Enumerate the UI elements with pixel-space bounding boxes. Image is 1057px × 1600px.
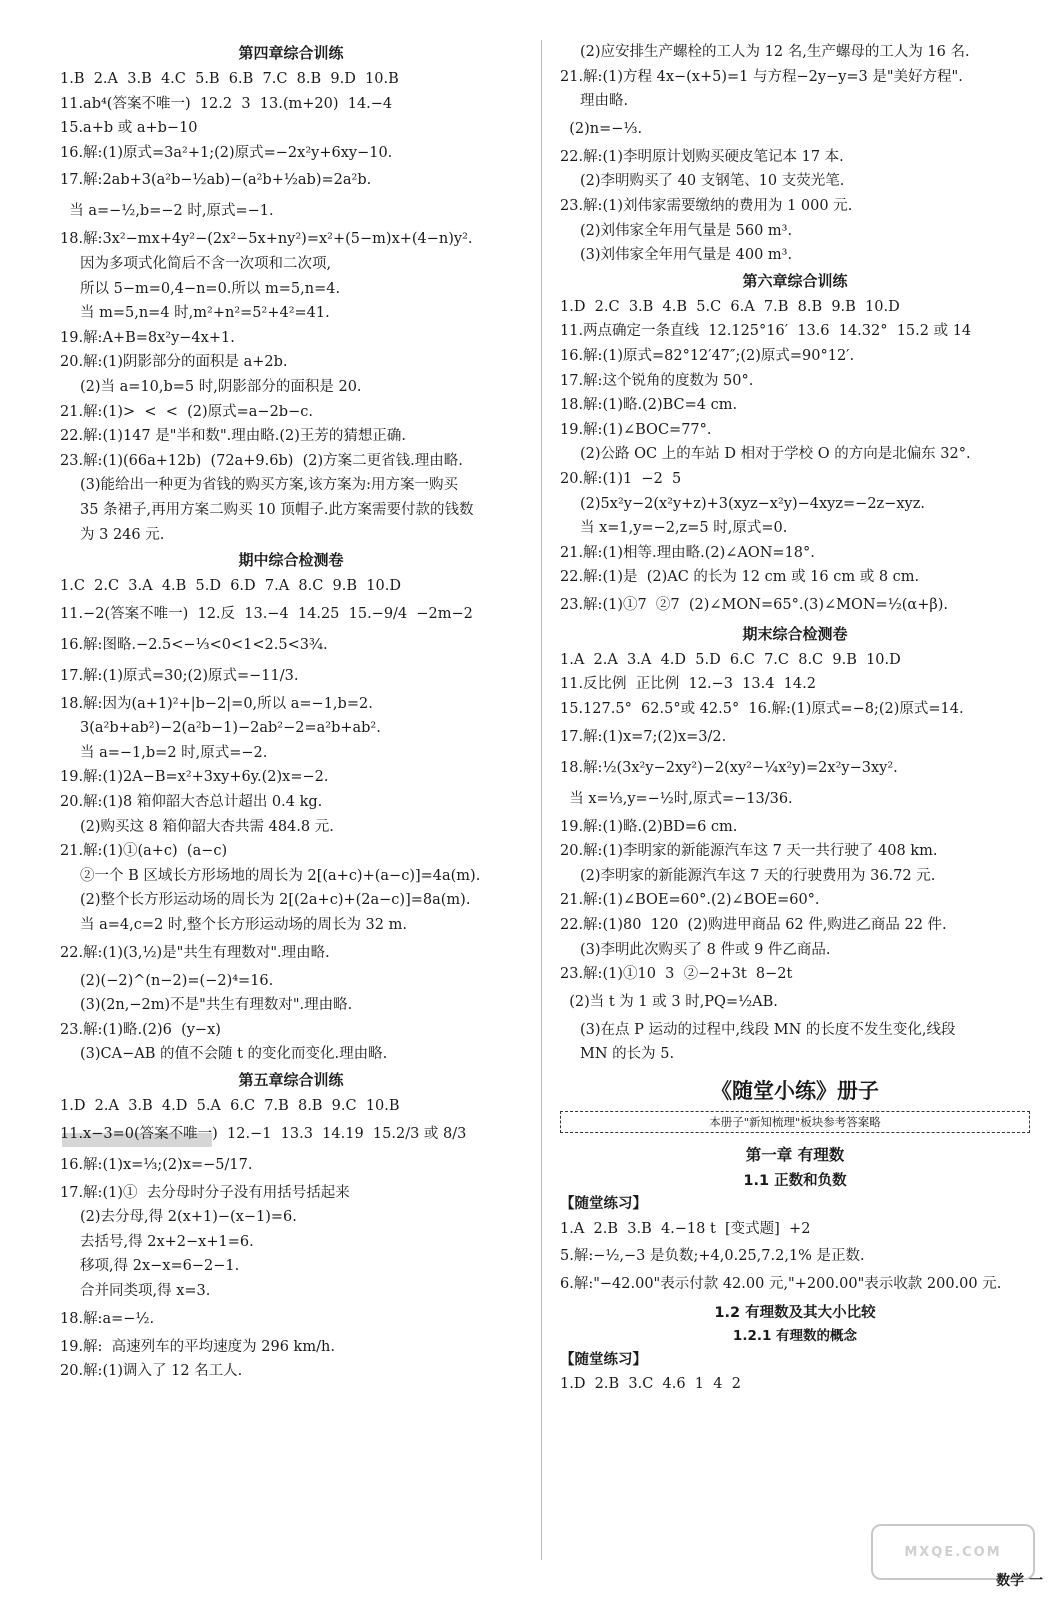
answer-line: 19.解:(1)略.(2)BD=6 cm. [560, 818, 738, 835]
practice-tag: 【随堂练习】 [560, 1196, 647, 1212]
answer-line: 23.解:(1)①7 ②7 (2)∠MON=65°.(3)∠MON=½(α+β). [560, 596, 949, 613]
answer-line: 6.解:"−42.00"表示付款 42.00 元,"+200.00"表示收款 200.00 元. [560, 1276, 1002, 1293]
answer-line: 11.−2(答案不唯一) 12.反 13.−4 14.25 15.−9/4 −2m−2 [60, 605, 473, 622]
column-divider [541, 40, 542, 1560]
answer-line: 21.解:(1)> < < (2)原式=a−2b−c. [60, 403, 313, 420]
answer-line: (2)当 t 为 1 或 3 时,PQ=½AB. [560, 993, 778, 1010]
answer-line: 1.A 2.B 3.B 4.−18 t [变式题] +2 [560, 1220, 811, 1237]
watermark-logo: MXQE.COM [871, 1524, 1035, 1580]
answer-line: 因为多项式化简后不含一次项和二次项, [80, 255, 332, 272]
answer-line: 23.解:(1)①10 3 ②−2+3t 8−2t [560, 966, 793, 983]
section-heading-1-1: 1.1 正数和负数 [743, 1173, 847, 1189]
answer-line: 18.解:(1)略.(2)BC=4 cm. [560, 397, 738, 414]
answer-line: (2)刘伟家全年用气量是 560 m³. [580, 222, 793, 239]
chapter-heading: 第一章 有理数 [745, 1146, 845, 1164]
section-heading: 第四章综合训练 [238, 44, 344, 62]
answer-line: 18.解:3x²−mx+4y²−(2x²−5x+ny²)=x²+(5−m)x+(4−n)y². [60, 231, 473, 248]
section-1-2-answers [560, 1372, 1030, 1397]
answer-line: 20.解:(1)调入了 12 名工人. [60, 1363, 243, 1380]
answer-line: 1.D 2.B 3.C 4.6 1 4 2 [560, 1376, 741, 1393]
answer-line: 当 a=−½,b=−2 时,原式=−1. [60, 203, 274, 220]
answer-line: 移项,得 2x−x=6−2−1. [80, 1258, 240, 1275]
answer-line: (2)当 a=10,b=5 时,阴影部分的面积是 20. [80, 378, 362, 395]
answer-line: 当 a=4,c=2 时,整个长方形运动场的周长为 32 m. [80, 917, 407, 934]
answer-line: (2)去分母,得 2(x+1)−(x−1)=6. [80, 1209, 297, 1226]
answer-line: 18.解:a=−½. [60, 1310, 155, 1327]
answer-line: 11.x−3=0(答案不唯一) 12.−1 13.3 14.19 15.2/3 或 8/3 [60, 1125, 467, 1142]
answer-line: 当 m=5,n=4 时,m²+n²=5²+4²=41. [80, 305, 330, 322]
answer-line: ②一个 B 区域长方形场地的周长为 2[(a+c)+(a−c)]=4a(m). [80, 867, 481, 884]
answer-line: 18.解:因为(a+1)²+|b−2|=0,所以 a=−1,b=2. [60, 695, 373, 712]
answer-line: 17.解:这个锐角的度数为 50°. [560, 372, 754, 389]
answer-line: 当 a=−1,b=2 时,原式=−2. [80, 744, 268, 761]
answer-line: 1.D 2.C 3.B 4.B 5.C 6.A 7.B 8.B 9.B 10.D [560, 298, 900, 315]
answer-line: 19.解:A+B=8x²y−4x+1. [60, 329, 235, 346]
answer-line: 1.C 2.C 3.A 4.B 5.D 6.D 7.A 8.C 9.B 10.D [60, 578, 401, 595]
section-1-1-answers [560, 1217, 1030, 1297]
answer-line: 22.解:(1)(3,½)是"共生有理数对".理由略. [60, 944, 330, 961]
answer-line: (3)在点 P 运动的过程中,线段 MN 的长度不发生变化,线段 [580, 1021, 956, 1038]
answer-line: 16.解:图略.−2.5<−⅓<0<1<2.5<3¾. [60, 636, 328, 653]
right-column [560, 40, 1030, 1397]
answer-line: 23.解:(1)刘伟家需要缴纳的费用为 1 000 元. [560, 197, 853, 214]
answer-line: 16.解:(1)原式=3a²+1;(2)原式=−2x²y+6xy−10. [60, 144, 393, 161]
answer-line: 11.ab⁴(答案不唯一) 12.2 3 13.(m+20) 14.−4 [60, 95, 393, 112]
answer-line: (2)公路 OC 上的车站 D 相对于学校 O 的方向是北偏东 32°. [580, 446, 971, 463]
answer-line: 22.解:(1)是 (2)AC 的长为 12 cm 或 16 cm 或 8 cm. [560, 569, 920, 586]
answer-line: (3)刘伟家全年用气量是 400 m³. [580, 247, 793, 264]
answer-line: 17.解:(1)① 去分母时分子没有用括号括起来 [60, 1184, 350, 1201]
answer-line: 所以 5−m=0,4−n=0.所以 m=5,n=4. [80, 280, 341, 297]
answer-line: 22.解:(1)李明原计划购买硬皮笔记本 17 本. [560, 148, 844, 165]
answer-line: MN 的长为 5. [580, 1046, 675, 1063]
page-footer: 数学 一 [996, 1573, 1043, 1589]
booklet-note-box: 本册子"新知梳理"板块参考答案略 [560, 1111, 1030, 1133]
answer-line: 理由略. [580, 93, 629, 110]
booklet-title: 《随堂小练》册子 [711, 1079, 879, 1103]
answer-line: 20.解:(1)8 箱仰韶大杏总计超出 0.4 kg. [60, 794, 323, 811]
right-answer-lines [560, 40, 1030, 1067]
practice-tag-2: 【随堂练习】 [560, 1351, 647, 1368]
answer-line: (2)5x²y−2(x²y+z)+3(xyz−x²y)−4xyz=−2z−xyz. [580, 495, 925, 512]
section-heading: 期中综合检测卷 [238, 551, 344, 570]
answer-line: (2)(−2)^(n−2)=(−2)⁴=16. [80, 972, 274, 989]
answer-line: 23.解:(1)(66a+12b) (72a+9.6b) (2)方案二更省钱.理由略. [60, 452, 463, 469]
answer-line: 21.解:(1)相等.理由略.(2)∠AON=18°. [560, 544, 815, 561]
left-column [60, 40, 522, 1384]
answer-line: 19.解:(1)∠BOC=77°. [560, 421, 712, 438]
answer-line: 合并同类项,得 x=3. [80, 1282, 211, 1299]
answer-line: 17.解:(1)原式=30;(2)原式=−11/3. [60, 667, 299, 684]
answer-line: (2)整个长方形运动场的周长为 2[(2a+c)+(2a−c)]=8a(m). [80, 892, 471, 909]
answer-line: 17.解:(1)x=7;(2)x=3/2. [560, 728, 727, 745]
answer-line: 19.解: 高速列车的平均速度为 296 km/h. [60, 1338, 335, 1355]
answer-line: (2)应安排生产螺栓的工人为 12 名,生产螺母的工人为 16 名. [580, 44, 970, 60]
answer-line: 1.D 2.A 3.B 4.D 5.A 6.C 7.B 8.B 9.C 10.B [60, 1098, 400, 1114]
answer-line: 18.解:½(3x²y−2xy²)−2(xy²−¼x²y)=2x²y−3xy². [560, 759, 898, 776]
section-heading: 期末综合检测卷 [742, 624, 848, 643]
answer-line: 21.解:(1)方程 4x−(x+5)=1 与方程−2y−y=3 是"美好方程". [560, 68, 963, 85]
section-heading: 第五章综合训练 [238, 1071, 344, 1089]
answer-line: 为 3 246 元. [80, 526, 165, 543]
answer-line: 22.解:(1)147 是"半和数".理由略.(2)王芳的猜想正确. [60, 428, 406, 445]
answer-line: (2)李明家的新能源汽车这 7 天的行驶费用为 36.72 元. [580, 867, 936, 884]
answer-line: 11.反比例 正比例 12.−3 13.4 14.2 [560, 676, 816, 693]
answer-line: 20.解:(1)1 −2 5 [560, 470, 682, 487]
answer-line: 19.解:(1)2A−B=x²+3xy+6y.(2)x=−2. [60, 769, 329, 786]
answer-line: 17.解:2ab+3(a²b−½ab)−(a²b+½ab)=2a²b. [60, 172, 372, 189]
answer-line: (2)李明购买了 40 支钢笔、10 支荧光笔. [580, 173, 845, 190]
section-heading: 第六章综合训练 [742, 271, 848, 290]
answer-line: 1.B 2.A 3.B 4.C 5.B 6.B 7.C 8.B 9.D 10.B [60, 71, 399, 87]
section-heading-1-2: 1.2 有理数及其大小比较 [714, 1304, 876, 1321]
answer-line: 当 x=1,y=−2,z=5 时,原式=0. [580, 520, 788, 537]
answer-line: 35 条裙子,再用方案二购买 10 顶帽子.此方案需要付款的钱数 [80, 501, 474, 518]
answer-line: 15.a+b 或 a+b−10 [60, 120, 198, 137]
answer-line: 20.解:(1)李明家的新能源汽车这 7 天一共行驶了 408 km. [560, 843, 938, 860]
answer-line: 5.解:−½,−3 是负数;+4,0.25,7.2,1% 是正数. [560, 1248, 865, 1265]
answer-line: 15.127.5° 62.5°或 42.5° 16.解:(1)原式=−8;(2)原式=14. [560, 701, 964, 718]
answer-line: 当 x=⅓,y=−½时,原式=−13/36. [560, 790, 793, 807]
answer-line: (2)购买这 8 箱仰韶大杏共需 484.8 元. [80, 818, 334, 835]
answer-line: 21.解:(1)①(a+c) (a−c) [60, 843, 228, 860]
answer-line: 23.解:(1)略.(2)6 (y−x) [60, 1021, 221, 1038]
answer-line: 20.解:(1)阴影部分的面积是 a+2b. [60, 354, 288, 371]
answer-line: (2)n=−⅓. [560, 120, 643, 137]
answer-line: 21.解:(1)∠BOE=60°.(2)∠BOE=60°. [560, 892, 820, 909]
answer-line: 去括号,得 2x+2−x+1=6. [80, 1233, 254, 1250]
answer-line: 22.解:(1)80 120 (2)购进甲商品 62 件,购进乙商品 22 件. [560, 917, 947, 934]
answer-line: 11.两点确定一条直线 12.125°16′ 13.6 14.32° 15.2 或 14 [560, 323, 972, 340]
answer-line: (3)(2n,−2m)不是"共生有理数对".理由略. [80, 997, 353, 1014]
answer-line: 16.解:(1)x=⅓;(2)x=−5/17. [60, 1156, 253, 1173]
answer-line: (3)CA−AB 的值不会随 t 的变化而变化.理由略. [80, 1046, 388, 1063]
answer-line: 3(a²b+ab²)−2(a²b−1)−2ab²−2=a²b+ab². [80, 720, 381, 737]
subsection-heading-1-2-1: 1.2.1 有理数的概念 [732, 1327, 858, 1344]
answer-line: 16.解:(1)原式=82°12′47″;(2)原式=90°12′. [560, 347, 855, 364]
answer-line: (3)能给出一种更为省钱的购买方案,该方案为:用方案一购买 [80, 477, 459, 494]
answer-line: (3)李明此次购买了 8 件或 9 件乙商品. [580, 941, 831, 958]
answer-line: 1.A 2.A 3.A 4.D 5.D 6.C 7.C 8.C 9.B 10.D [560, 651, 901, 668]
